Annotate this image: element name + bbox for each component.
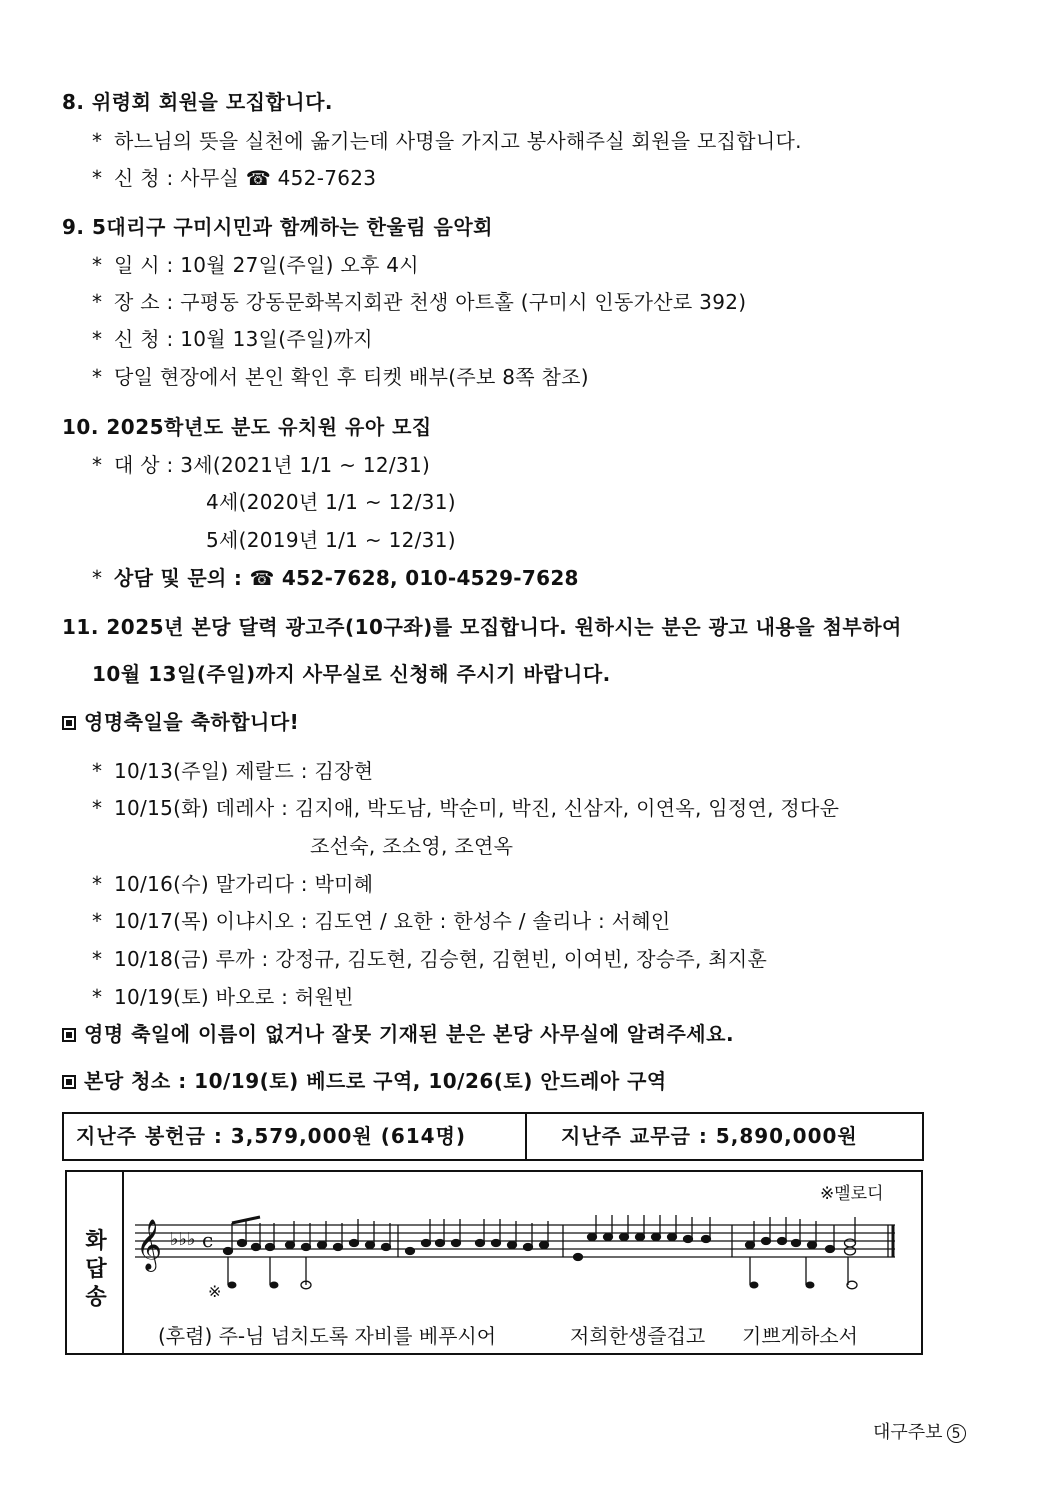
psalm-lyrics-2: 저희한생즐겁고 — [570, 1324, 706, 1348]
feast-item: 조선숙, 조소영, 조연옥 — [310, 834, 514, 858]
page-footer — [873, 1418, 966, 1444]
psalm-lyrics-1: (후렴) 주-님 넘치도록 자비를 베푸시어 — [158, 1324, 497, 1348]
bulletin-name: 대구주보 — [873, 1422, 943, 1443]
svg-text:𝄞: 𝄞 — [136, 1219, 163, 1270]
notice-feast-correction: 영명 축일에 이름이 없거나 잘못 기재된 분은 본당 사무실에 알려주세요. — [62, 1024, 734, 1044]
svg-text:♭♭♭: ♭♭♭ — [170, 1229, 196, 1250]
table-divider — [525, 1114, 527, 1159]
square-bullet-icon — [62, 716, 76, 730]
feast-item: * 10/13(주일) 제랄드 : 김장현 — [92, 759, 374, 783]
offering-table — [62, 1112, 924, 1161]
section-11-line: 11. 2025년 본당 달력 광고주(10구좌)를 모집합니다. 원하시는 분은 광고 내용을 첨부하여 — [62, 615, 902, 639]
psalm-divider — [122, 1172, 124, 1353]
sheet-music — [130, 1205, 910, 1305]
offering-cell: 지난주 봉헌금 : 3,579,000원 (614명) — [76, 1124, 467, 1148]
feast-title: 영명축일을 축하합니다! — [62, 712, 299, 732]
section-10-title: 10. 2025학년도 분도 유치원 유아 모집 — [62, 415, 432, 439]
section-9-title: 9. 5대리구 구미시민과 함께하는 한울림 음악회 — [62, 215, 494, 239]
square-bullet-icon — [62, 1075, 76, 1089]
section-8-line: * 신 청 : 사무실 ☎ 452-7623 — [92, 166, 377, 190]
section-9-line: * 당일 현장에서 본인 확인 후 티켓 배부(주보 8쪽 참조) — [92, 365, 589, 389]
feast-item: * 10/19(토) 바오로 : 허원빈 — [92, 985, 354, 1009]
section-11-line: 10월 13일(주일)까지 사무실로 신청해 주시기 바랍니다. — [92, 662, 611, 686]
feast-item: * 10/17(목) 이냐시오 : 김도연 / 요한 : 한성수 / 솔리나 : 서혜인 — [92, 909, 671, 933]
section-10-line: * 대 상 : 3세(2021년 1/1 ~ 12/31) — [92, 453, 431, 477]
feast-item: * 10/15(화) 데레사 : 김지애, 박도남, 박순미, 박진, 신삼자, 이연옥, 임정연, 정다운 — [92, 796, 840, 820]
section-10-line: 4세(2020년 1/1 ~ 12/31) — [206, 490, 456, 514]
school-fee-cell: 지난주 교무금 : 5,890,000원 — [561, 1124, 858, 1148]
psalm-lyrics-3: 기쁘게하소서 — [742, 1324, 858, 1348]
svg-text:c: c — [202, 1228, 214, 1252]
section-8-line: * 하느님의 뜻을 실천에 옮기는데 사명을 가지고 봉사해주실 회원을 모집합니다. — [92, 129, 802, 153]
psalm-label-char: 화 — [85, 1229, 107, 1254]
page-number: 5 — [947, 1424, 966, 1443]
section-9-line: * 신 청 : 10월 13일(주일)까지 — [92, 327, 373, 351]
section-9-line: * 장 소 : 구평동 강동문화복지회관 천생 아트홀 (구미시 인동가산로 392) — [92, 290, 747, 314]
feast-item: * 10/18(금) 루까 : 강정규, 김도현, 김승현, 김현빈, 이여빈, 장승주, 최지훈 — [92, 947, 768, 971]
svg-text:※: ※ — [208, 1282, 222, 1301]
section-8-title: 8. 위령회 회원을 모집합니다. — [62, 90, 334, 114]
psalm-label-char: 답 — [85, 1257, 107, 1282]
section-10-contact: * 상담 및 문의 : ☎ 452-7628, 010-4529-7628 — [92, 566, 579, 590]
square-bullet-icon — [62, 1028, 76, 1042]
melody-label: ※멜로디 — [820, 1184, 884, 1204]
feast-item: * 10/16(수) 말가리다 : 박미혜 — [92, 872, 374, 896]
section-10-line: 5세(2019년 1/1 ~ 12/31) — [206, 528, 456, 552]
psalm-label-char: 송 — [85, 1285, 107, 1310]
section-9-line: * 일 시 : 10월 27일(주일) 오후 4시 — [92, 253, 419, 277]
notice-cleaning: 본당 청소 : 10/19(토) 베드로 구역, 10/26(토) 안드레아 구역 — [62, 1071, 667, 1091]
